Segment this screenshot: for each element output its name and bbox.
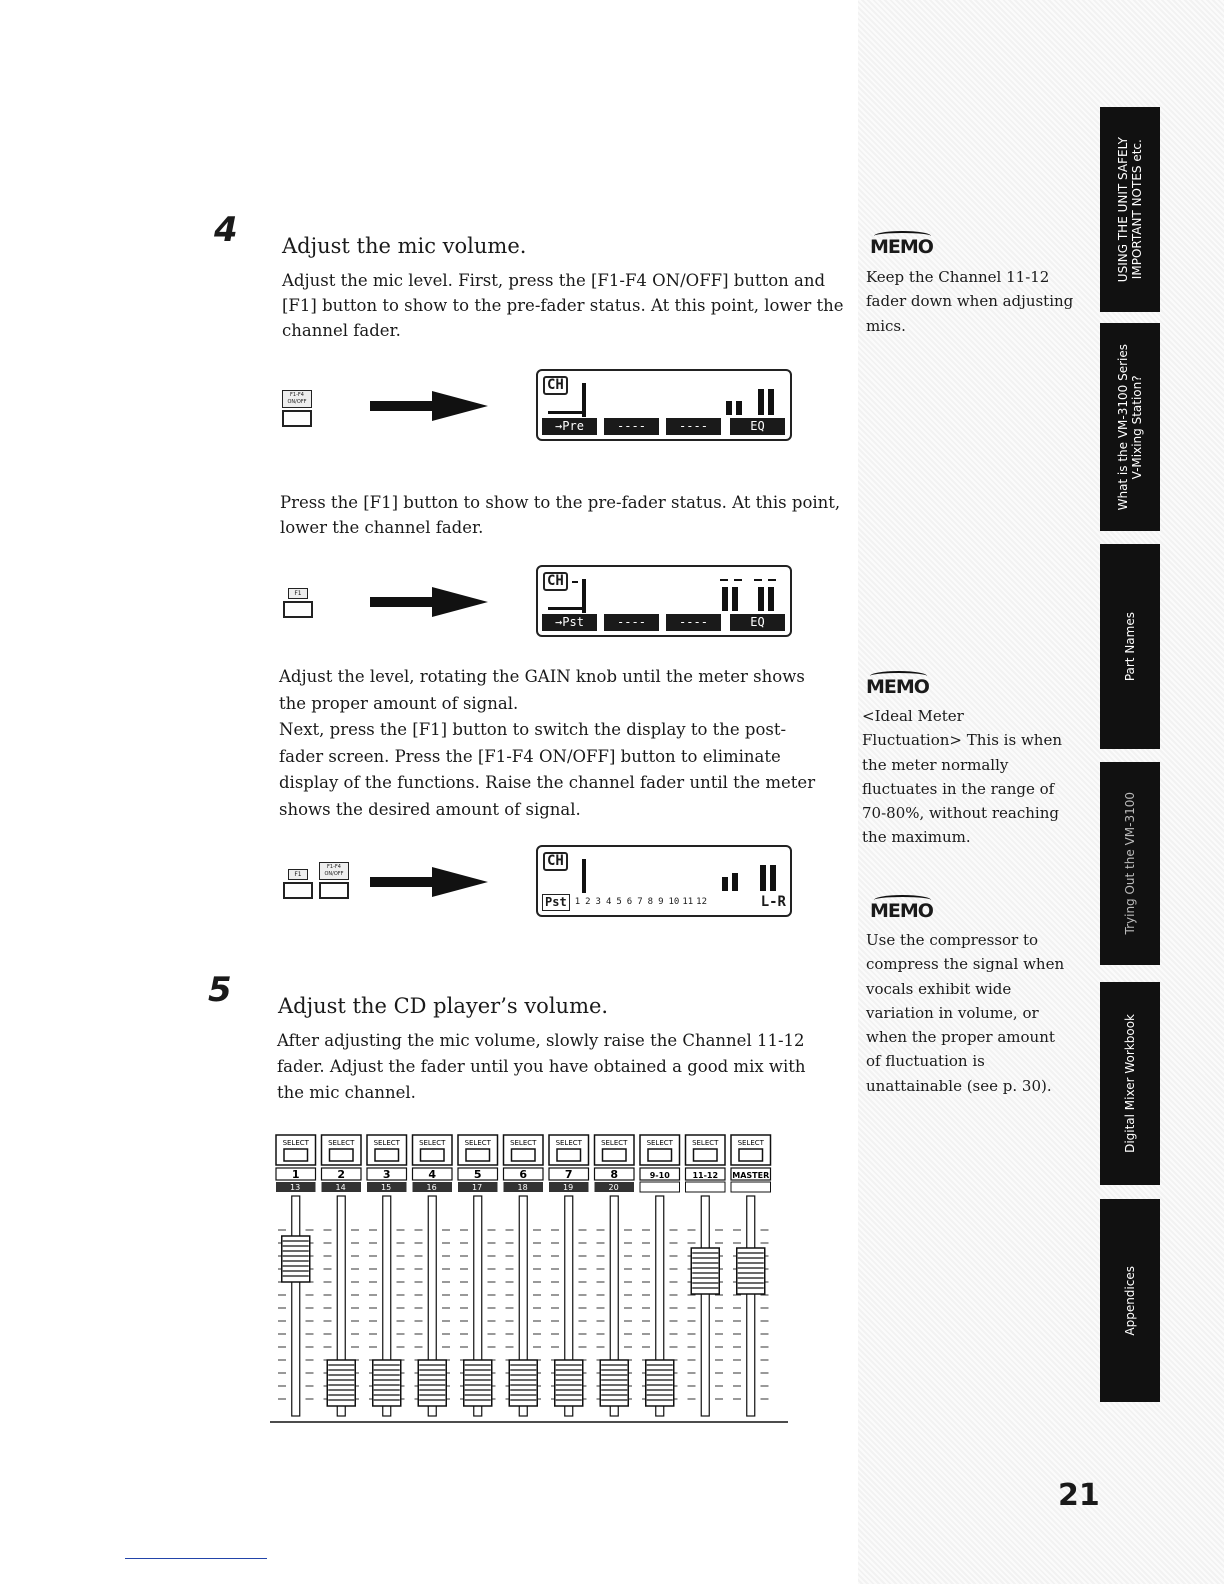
lcd-channel-numbers: [542, 893, 786, 911]
sub-channel-strip: [686, 1182, 726, 1192]
mixer-fader-illustration: [270, 1130, 788, 1426]
select-label: SELECT: [646, 1139, 673, 1147]
step-4-para2: Press the [F1] button to show to the pre-fader status. At this point, lower the channel fader.: [280, 493, 841, 537]
select-label: SELECT: [555, 1139, 582, 1147]
f1f4-button-label: F1-F4 ON/OFF: [319, 862, 349, 880]
channel-number: 9-10: [649, 1171, 670, 1180]
lcd-num: 2: [585, 897, 591, 907]
sub-channel-number: 15: [381, 1183, 392, 1192]
channel-number: 11-12: [692, 1171, 719, 1180]
page-number: 21: [1058, 1478, 1100, 1513]
tab-safety[interactable]: [1100, 107, 1160, 312]
button-group-1: [282, 390, 312, 427]
fader-knob: [691, 1248, 719, 1294]
fader-track: [701, 1196, 709, 1416]
step-5-number: 5: [208, 970, 232, 1010]
fader-knob: [373, 1360, 401, 1406]
lcd-seg-3: ----: [666, 614, 721, 631]
sub-channel-number: 14: [335, 1183, 346, 1192]
lcd-num: 1: [574, 897, 581, 907]
f1f4-button-label: F1-F4 ON/OFF: [282, 390, 312, 408]
lcd-num: 12: [696, 897, 708, 907]
select-label: SELECT: [464, 1139, 491, 1147]
select-key: [512, 1149, 536, 1161]
arrow-right-icon: [370, 391, 488, 421]
select-label: SELECT: [601, 1139, 628, 1147]
lcd-num: 5: [616, 897, 622, 907]
step-4-number: 4: [214, 210, 238, 250]
lcd-display-channels: [536, 845, 792, 917]
lcd-ch-label: CH: [543, 572, 568, 591]
step-4-intro: Adjust the mic level. First, press the [F1-F4 ON/OFF] button and [F1] button to show to the pre-fader status. At this point, lower the channel fader.: [282, 271, 844, 340]
tab-label: Part Names: [1123, 611, 1137, 682]
memo-icon: MEMO: [870, 236, 933, 258]
lcd-ch-label: CH: [543, 852, 568, 871]
fader-knob: [737, 1248, 765, 1294]
lcd-num: 3: [595, 897, 601, 907]
lcd-ch-label: CH: [543, 376, 568, 395]
lcd-pst-label: →Pst: [542, 614, 597, 631]
memo-icon: MEMO: [870, 900, 933, 922]
channel-number: 6: [519, 1168, 528, 1181]
lcd-seg-2: ----: [604, 418, 659, 435]
lcd-num: 9: [658, 897, 664, 907]
button-group-3: [283, 862, 349, 899]
lcd-pst-label: Pst: [542, 894, 570, 911]
fader-knob: [418, 1360, 446, 1406]
fader-knob: [646, 1360, 674, 1406]
tab-what-is[interactable]: [1100, 323, 1160, 531]
lcd-seg-2: ----: [604, 614, 659, 631]
step-5-title: Adjust the CD player’s volume.: [278, 994, 609, 1018]
button-group-2: [283, 588, 313, 618]
fader-track: [747, 1196, 755, 1416]
select-key: [330, 1149, 354, 1161]
lcd-num: 10: [668, 897, 680, 907]
select-key: [466, 1149, 490, 1161]
f1-button: [283, 869, 313, 899]
sub-channel-number: 13: [290, 1183, 301, 1192]
tab-workbook[interactable]: [1100, 982, 1160, 1185]
tab-trying-out[interactable]: [1100, 762, 1160, 965]
select-key: [557, 1149, 581, 1161]
lcd-num: 6: [626, 897, 633, 907]
fader-knob: [327, 1360, 355, 1406]
channel-number: 5: [473, 1168, 482, 1181]
sub-channel-number: 16: [426, 1183, 437, 1192]
lcd-eq-label: EQ: [730, 418, 785, 435]
select-key: [603, 1149, 627, 1161]
f1-button: [283, 588, 313, 618]
f1f4-button: [282, 390, 312, 427]
step-4-title: Adjust the mic volume.: [282, 234, 527, 258]
f1-button-label: F1: [288, 588, 308, 599]
lcd-display-pre: [536, 369, 792, 441]
tab-label: Trying Out the VM-3100: [1123, 792, 1137, 935]
select-label: SELECT: [419, 1139, 446, 1147]
footnote-rule: [125, 1558, 267, 1559]
channel-number: 7: [564, 1168, 573, 1181]
memo-text-1: Keep the Channel 11-12 fader down when adjusting mics.: [866, 268, 1074, 335]
lcd-num: 11: [682, 897, 694, 907]
select-key: [739, 1149, 763, 1161]
sub-channel-number: 20: [608, 1183, 619, 1192]
lcd-num: 4: [605, 897, 612, 907]
select-label: SELECT: [373, 1139, 400, 1147]
select-key: [421, 1149, 445, 1161]
sub-channel-number: 17: [472, 1183, 483, 1192]
select-key: [648, 1149, 672, 1161]
lcd-seg-3: ----: [666, 418, 721, 435]
f1-button-label: F1: [288, 869, 308, 880]
fader-knob: [282, 1236, 310, 1282]
select-label: SELECT: [692, 1139, 719, 1147]
arrow-right-icon: [370, 867, 488, 897]
fader-track: [292, 1196, 300, 1416]
lcd-display-post: [536, 565, 792, 637]
channel-number: 2: [337, 1168, 346, 1181]
memo-text-3: Use the compressor to compress the signal when vocals exhibit wide variation in volume, or when the proper amount of fluctuation is unattainable (see p. 30).: [866, 931, 1065, 1095]
select-key: [284, 1149, 308, 1161]
channel-number: MASTER: [732, 1171, 770, 1180]
memo-text-2: <Ideal Meter Fluctuation> This is when the meter normally fluctuates in the range of 70-80%, without reaching the maximum.: [862, 707, 1062, 847]
sub-channel-strip: [731, 1182, 771, 1192]
step-4-para3b: Next, press the [F1] button to switch the display to the post-fader screen. Press the [F1-F4 ON/OFF] button to eliminate display of the functions. Raise the channel fader until the meter shows the desired amount of signal.: [279, 720, 816, 819]
channel-number: 3: [382, 1168, 391, 1181]
sub-channel-number: 18: [517, 1183, 528, 1192]
channel-number: 8: [610, 1168, 619, 1181]
f1f4-button: [319, 862, 349, 899]
lcd-num: 8: [647, 897, 654, 907]
sub-channel-strip: [640, 1182, 680, 1192]
step-4-para3a: Adjust the level, rotating the GAIN knob until the meter shows the proper amount of signal.: [279, 667, 805, 713]
tab-label: USING THE UNIT SAFELY IMPORTANT NOTES etc.: [1116, 136, 1144, 283]
tab-label: Appendices: [1123, 1265, 1137, 1336]
arrow-right-icon: [370, 587, 488, 617]
select-label: SELECT: [328, 1139, 355, 1147]
tab-part-names[interactable]: [1100, 544, 1160, 749]
select-key: [375, 1149, 399, 1161]
channel-number: 4: [428, 1168, 437, 1181]
step-5-body: After adjusting the mic volume, slowly raise the Channel 11-12 fader. Adjust the fader until you have obtained a good mix with the mic channel.: [277, 1031, 806, 1102]
tab-appendices[interactable]: [1100, 1199, 1160, 1402]
lcd-lr-label: L-R: [760, 894, 786, 910]
channel-number: 1: [291, 1168, 300, 1181]
memo-icon: MEMO: [866, 676, 929, 698]
fader-knob: [509, 1360, 537, 1406]
fader-knob: [555, 1360, 583, 1406]
lcd-num: 7: [637, 897, 643, 907]
lcd-eq-label: EQ: [730, 614, 785, 631]
lcd-pre-label: →Pre: [542, 418, 597, 435]
select-key: [694, 1149, 718, 1161]
fader-knob: [600, 1360, 628, 1406]
select-label: SELECT: [510, 1139, 537, 1147]
fader-knob: [464, 1360, 492, 1406]
select-label: SELECT: [282, 1139, 309, 1147]
select-label: SELECT: [737, 1139, 764, 1147]
sub-channel-number: 19: [563, 1183, 574, 1192]
tab-label: Digital Mixer Workbook: [1123, 1014, 1137, 1153]
tab-label: What is the VM-3100 Series V-Mixing Station?: [1116, 343, 1144, 511]
